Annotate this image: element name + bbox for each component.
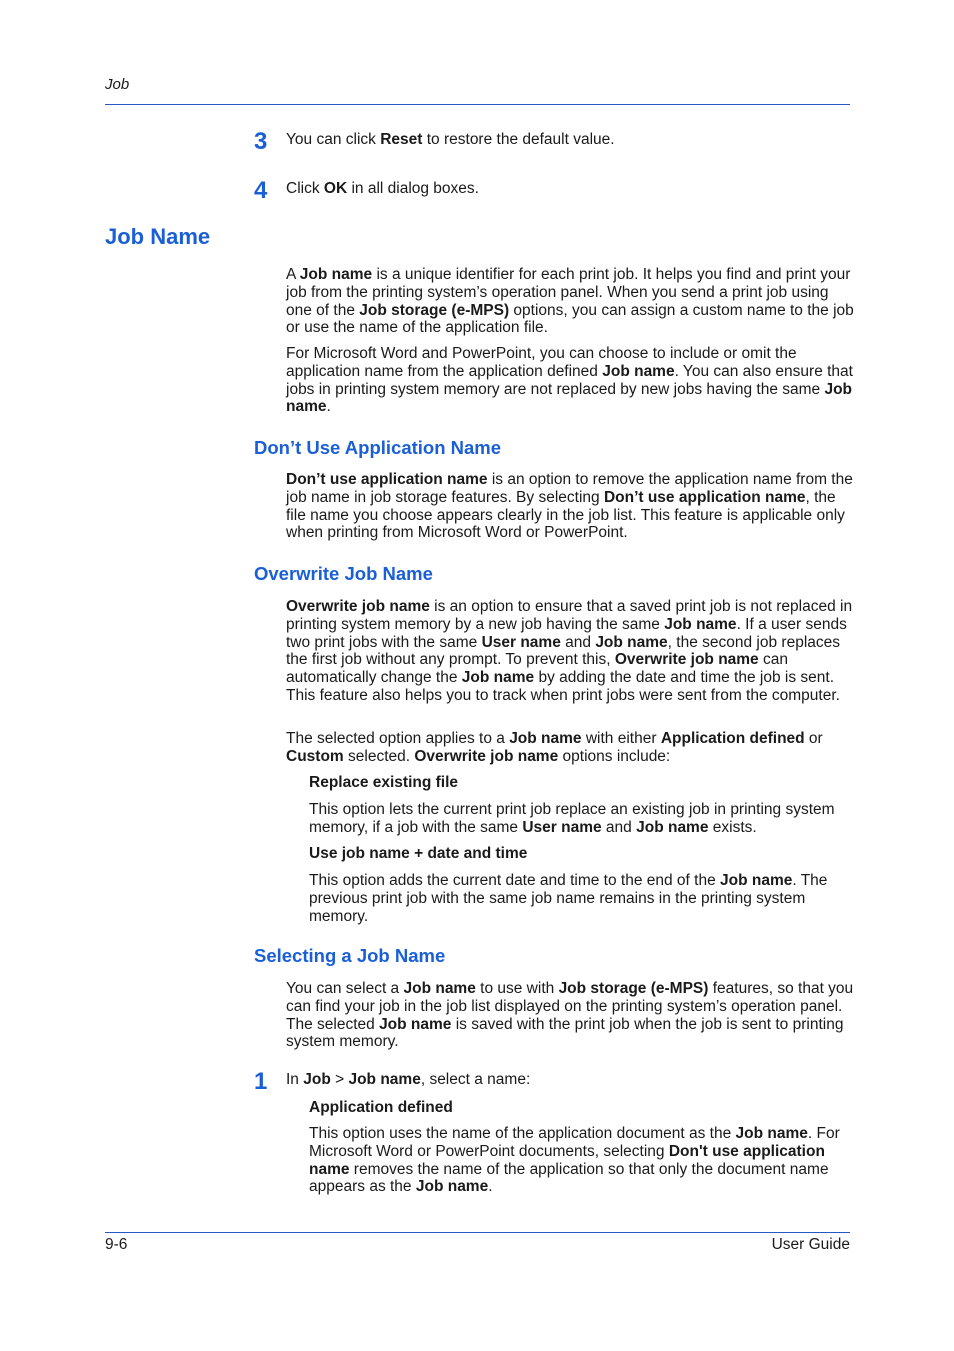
text-run: . The previous print job with the same job name remains in the printing system memory. [309,872,828,925]
text-run: options include: [558,747,671,765]
bold-term: Job name [664,615,737,633]
bold-term: Job name [403,980,476,997]
text-run: . For Microsoft Word or PowerPoint documents, selecting [309,1125,840,1160]
text-run: . You can also ensure that jobs in printing system memory are not replaced by new jobs having the same [286,362,853,398]
text-run: This option uses the name of the application document as the [309,1125,736,1142]
body-paragraph [286,598,854,705]
section-heading-job-name: Job Name [105,224,211,249]
text-run: and [601,818,637,836]
header-rule [105,104,850,105]
option-description [309,872,854,925]
bold-term: Job name [415,1178,489,1196]
text-run: For Microsoft Word and PowerPoint, you can choose to include or omit the application name from the application defined [286,345,797,380]
text-run: by adding the date and time the job is sent. This feature also helps you to track when print jobs were sent from the computer. [286,669,840,704]
bold-term: Job storage (e-MPS) [558,980,709,997]
body-paragraph [286,980,854,1051]
step-text: Click OK in all dialog boxes. [286,180,479,197]
body-paragraph [286,730,854,766]
text-run: is saved with the print job when the job is sent to printing system memory. [286,1015,844,1051]
text-run: or [804,730,823,747]
subheading-selecting-a-job-name: Selecting a Job Name [254,945,446,966]
text-run: can automatically change the [286,651,788,687]
text-run: This option lets the current print job replace an existing job in printing system memory, if a job with the same [309,801,835,836]
step-text: You can click Reset to restore the default value. [286,131,615,148]
text-run: is a unique identifier for each print job. It helps you find and print your job from the printing system’s operation panel. When you send a print job using one of the [286,266,851,319]
step-number: 1 [254,1068,268,1095]
text-run: with either [581,730,661,747]
bold-term: Job name [735,1125,808,1142]
bold-term: Job name [636,818,709,836]
option-description [309,1125,854,1196]
option-description [309,801,854,837]
text-run: features, so that you can find your job in the job list displayed on the printing system’s operation panel. The selected [286,980,854,1033]
text-run: You can select a [286,980,404,997]
body-paragraph [286,471,854,542]
text-run: and [560,633,596,651]
text-run: , the second job replaces the first job without any prompt. To prevent this, [286,633,841,669]
option-label: Replace existing file [309,774,459,791]
text-run: A [286,266,300,283]
option-label: Use job name + date and time [309,845,528,862]
bold-term: Job name [461,669,535,687]
bold-term: Job name [348,1071,421,1088]
bold-term: Overwrite job name [414,747,559,765]
bold-term: Overwrite job name [286,598,430,615]
text-run: exists. [708,818,757,836]
running-header: Job [105,76,130,93]
bold-term: User name [481,633,561,651]
bold-term: User name [522,818,602,836]
text-run: The selected option applies to a [286,730,510,747]
bold-term: Overwrite job name [614,651,759,669]
subheading-dont-use-application-name: Don’t Use Application Name [254,437,502,458]
option-label: Application defined [309,1099,453,1116]
text-run: to use with [475,980,559,997]
bold-term: Job name [379,1015,452,1033]
text-run: In [286,1071,304,1088]
bold-term: Job name [509,730,582,747]
text-run: is an option to ensure that a saved print job is not replaced in printing system memory by a new job having the same [286,598,853,633]
bold-term: Job name [286,380,853,416]
intro-paragraph [286,266,854,337]
bold-term: Don’t use application name [603,488,806,506]
page-number: 9-6 [105,1236,128,1253]
intro-paragraph [286,345,854,416]
step-text [286,1071,854,1089]
text-run: . [326,398,331,416]
text-run: removes the name of the application so that only the document name appears as the [309,1160,829,1196]
text-run: This option adds the current date and time to the end of the [309,872,721,889]
text-run: > [330,1071,349,1088]
footer-title: User Guide [771,1236,850,1253]
bold-term: Job name [720,872,793,889]
bold-term: Application defined [660,730,805,747]
bold-term: Don’t use application name [286,471,488,488]
footer-rule [105,1232,850,1233]
bold-term: Custom [286,747,344,765]
text-run: is an option to remove the application name from the job name in job storage features. By selecting [286,471,853,506]
bold-term: Job name [602,362,675,380]
step-number: 4 [254,177,268,204]
text-run: , the file name you choose appears clearly in the job list. This feature is applicable only when printing from Microsoft Word or PowerPoint. [286,488,845,542]
text-run: . [488,1178,493,1196]
bold-term: Job name [299,266,373,283]
bold-term: Don't use application name [309,1142,825,1178]
subheading-overwrite-job-name: Overwrite Job Name [254,563,433,584]
text-run: selected. [343,747,415,765]
text-run: . If a user sends two print jobs with the same [286,615,847,651]
bold-term: Job [303,1071,331,1088]
text-run: , select a name: [420,1071,531,1088]
text-run: options, you can assign a custom name to the job or use the name of the application file. [286,301,854,337]
bold-term: Job name [595,633,668,651]
bold-term: Job storage (e-MPS) [359,301,510,319]
step-number: 3 [254,128,268,155]
